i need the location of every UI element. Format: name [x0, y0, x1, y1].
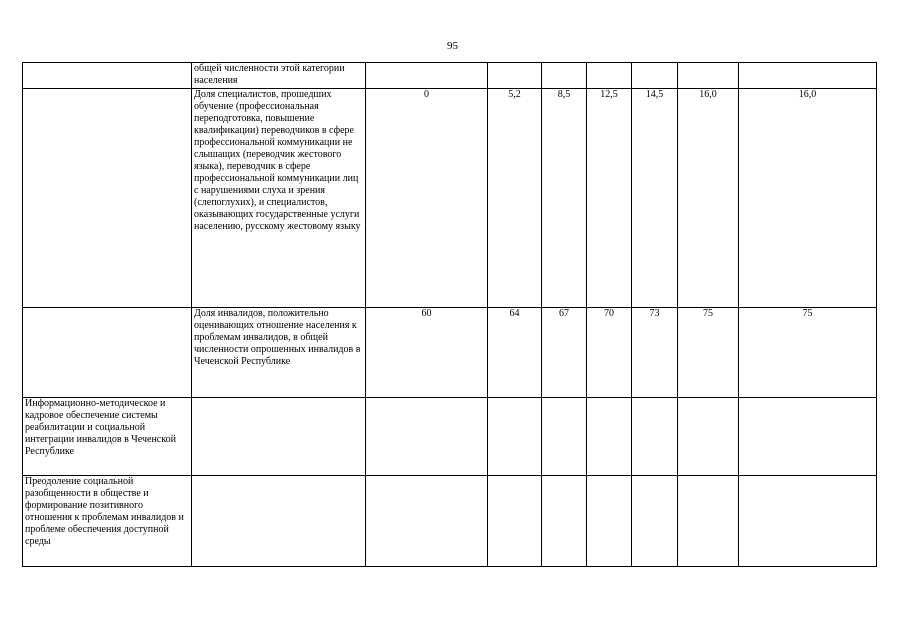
value-cell: 67 — [542, 308, 587, 398]
value-cell — [632, 398, 678, 476]
value-cell — [678, 63, 739, 89]
section-cell — [23, 89, 192, 308]
value-cell: 14,5 — [632, 89, 678, 308]
value-cell: 5,2 — [488, 89, 542, 308]
indicator-cell — [192, 476, 366, 567]
value-cell — [632, 63, 678, 89]
value-cell: 70 — [587, 308, 632, 398]
value-cell — [542, 398, 587, 476]
value-cell: 16,0 — [739, 89, 877, 308]
section-cell: Информационно-методическое и кадровое обеспечение системы реабилитации и социальной интеграции инвалидов в Чеченской Республике — [23, 398, 192, 476]
value-cell — [632, 476, 678, 567]
value-cell — [678, 398, 739, 476]
indicator-cell — [192, 398, 366, 476]
value-cell — [739, 476, 877, 567]
table-row — [23, 308, 877, 398]
indicator-cell: Доля специалистов, прошедших обучение (профессиональная переподготовка, повышение квалификации) переводчиков в сфере профессиональной коммуникации не слышащих (переводчик жестового языка), переводчик в сфере профессиональной коммуникации лиц с нарушениями слуха и зрения (слепоглухих), и специалистов, оказывающих государственные услуги населению, русскому жестовому языку — [192, 89, 366, 308]
value-cell — [678, 476, 739, 567]
value-cell: 12,5 — [587, 89, 632, 308]
value-cell — [488, 476, 542, 567]
value-cell — [739, 63, 877, 89]
indicator-cell: Доля инвалидов, положительно оценивающих отношение населения к проблемам инвалидов, в общей численности опрошенных инвалидов в Чеченской Республике — [192, 308, 366, 398]
section-cell: Преодоление социальной разобщенности в обществе и формирование позитивного отношения к проблемам инвалидов и проблеме обеспечения доступной среды — [23, 476, 192, 567]
section-cell — [23, 63, 192, 89]
value-cell — [366, 63, 488, 89]
value-cell: 73 — [632, 308, 678, 398]
value-cell: 64 — [488, 308, 542, 398]
value-cell — [488, 63, 542, 89]
section-cell — [23, 308, 192, 398]
value-cell: 0 — [366, 89, 488, 308]
value-cell — [542, 63, 587, 89]
value-cell: 8,5 — [542, 89, 587, 308]
value-cell — [542, 476, 587, 567]
value-cell — [366, 476, 488, 567]
value-cell — [587, 63, 632, 89]
value-cell: 75 — [739, 308, 877, 398]
value-cell — [587, 398, 632, 476]
indicators-table — [22, 62, 877, 567]
table-row — [23, 476, 877, 567]
table-row — [23, 89, 877, 308]
value-cell — [739, 398, 877, 476]
table-row — [23, 63, 877, 89]
value-cell: 60 — [366, 308, 488, 398]
value-cell — [488, 398, 542, 476]
value-cell — [366, 398, 488, 476]
value-cell: 75 — [678, 308, 739, 398]
indicator-cell: общей численности этой категории населения — [192, 63, 366, 89]
table-row — [23, 398, 877, 476]
value-cell: 16,0 — [678, 89, 739, 308]
value-cell — [587, 476, 632, 567]
page-number: 95 — [447, 40, 458, 52]
